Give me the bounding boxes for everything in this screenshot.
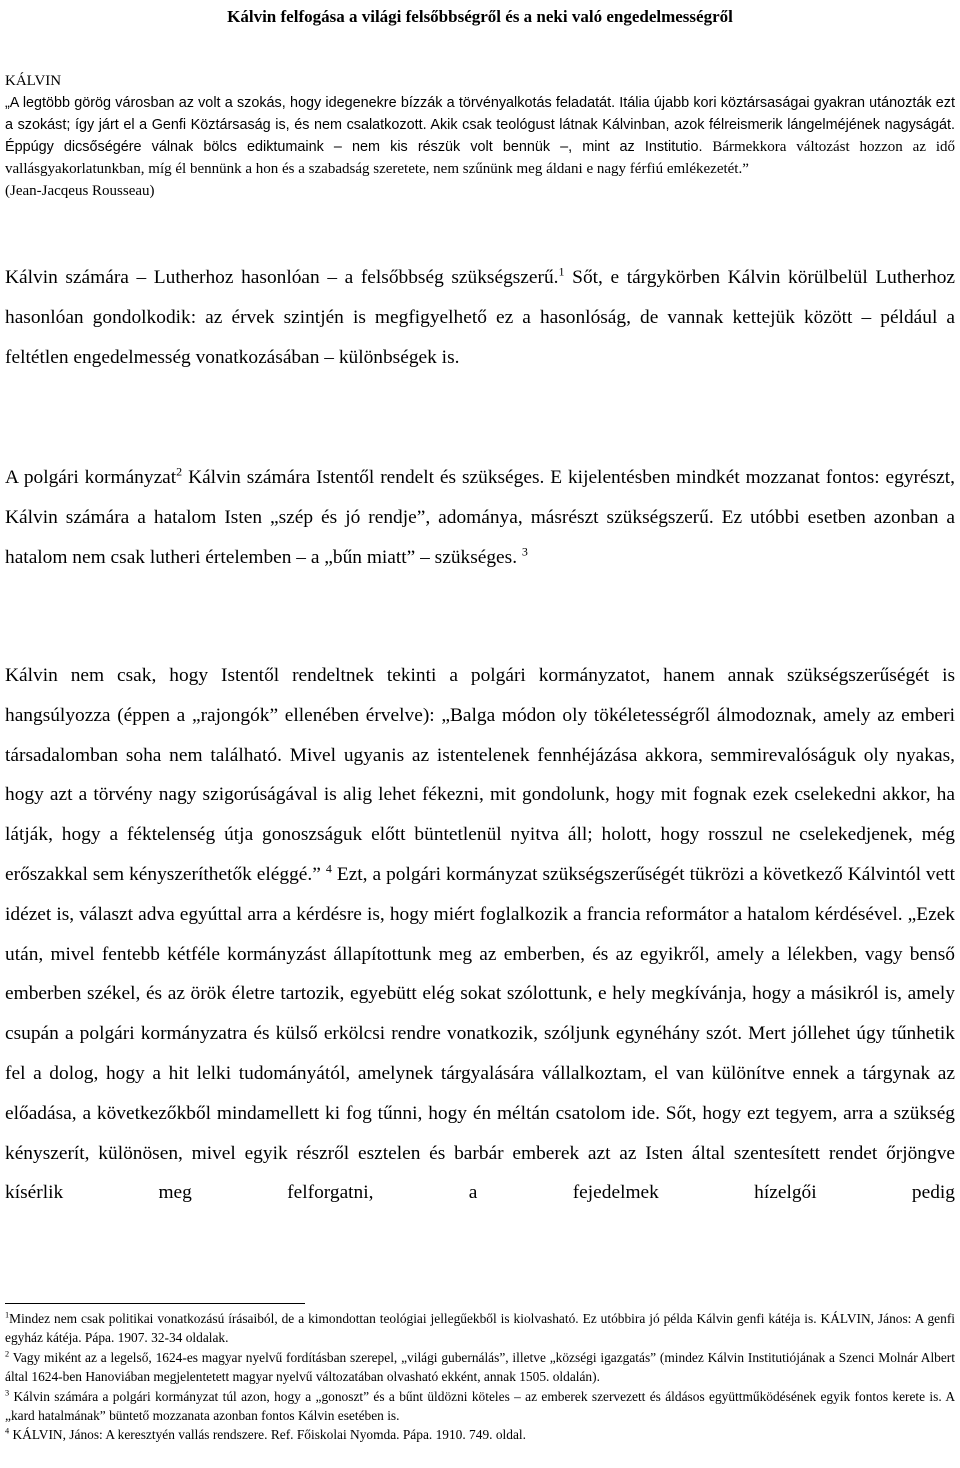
footnote-2 [5, 1348, 955, 1387]
paragraph-text: Sőt, e tárgykörben Kálvin körülbelül Lutherhoz hasonlóan gondolkodik: az érvek szintjén is megfigyelhető ez a hasonlóság, de vannak kettejük között – például a feltétlen engedelmesség vonatkozásában – különbségek is. [5, 267, 956, 368]
paragraph-text: Kálvin nem csak, hogy Istentől rendeltnek tekinti a polgári kormányzatot, hanem annak szükségszerűségét is hangsúlyozza (éppen a „rajongók” ellenében érvelve): „Balga módon oly tökéletességről álmodoznak, amely az emberi társadalomban soha nem található. Mivel ugyanis az istentelenek fennhéjázása akkora, semmirevalóságuk oly nyakas, hogy azt a törvény nagy szigorúságával is alig lehet fékezni, mit gondolunk, hogy mit fognak ezek cselekedni akkor, ha látják, hogy a féktelenség útja gonoszságuk előtt büntetlenül nyitva áll; holott, hogy rosszul ne cselekedjenek, még erőszakkal sem kényszeríthetők eléggé.” [5, 665, 955, 885]
footnote-number: 2 [5, 1349, 10, 1359]
footnote-text: Mindez nem csak politikai vonatkozású írásaiból, de a kimondottan teológiai jellegűekből is kiolvasható. Ez utóbbira jó példa Kálvin genfi kátéja is. KÁLVIN, János: A genfi egyház kátéja. Pápa. 1907. 32-34 oldalak. [5, 1311, 955, 1346]
footnote-reference: 3 [521, 544, 528, 559]
footnote-number: 3 [5, 1388, 10, 1398]
footnote-text: KÁLVIN, János: A keresztyén vallás rendszere. Ref. Főiskolai Nyomda. Pápa. 1910. 749. oldal. [9, 1427, 526, 1443]
motto-attribution: (Jean-Jacqeus Rousseau) [5, 183, 155, 199]
footnote-1 [5, 1309, 955, 1348]
footnote-reference: 4 [325, 861, 332, 876]
document-title: Kálvin felfogása a világi felsőbbségről és a neki való engedelmességről [227, 7, 733, 26]
footnote-number: 4 [5, 1426, 10, 1436]
paragraph-text: Kálvin számára Istentől rendelt és szükséges. E kijelentésben mindkét mozzanat fontos: egyrészt, Kálvin számára a hatalom Isten „szép és jó rendje”, adománya, másrészt szükségszerű. Ez utóbbi esetben azonban a hatalom nem csak lutheri értelemben – a „bűn miatt” – szükséges. [5, 467, 955, 568]
motto-text-first: „A legtöbb görög városban az volt a szokás, hogy idegenekre bízzák a törvényalkotás feladatát. Itália újabb kori köztársaságai gyakran utánozták ezt a szokást; így járt el a Genfi Köztársaság is, és nem csalatkozott. Akik csak teológust látnak Kálvinban, azok félreismerik lángelméjének nagyságát. Éppúgy dicsőségére válnak bölcs ediktumaink – nem kis részük volt bennük –, mint az Institutio. [5, 95, 955, 155]
footnote-reference: 2 [176, 464, 183, 479]
motto-text [5, 92, 955, 180]
paragraph-text: A polgári kormányzat [5, 467, 177, 488]
footnote-separator [5, 1303, 305, 1304]
body-paragraph-2 [5, 458, 955, 577]
footnote-text: Kálvin számára a polgári kormányzat túl azon, hogy a „gonoszt” és a bűnt üldözni köteles – az emberek szervezett és áldásos együttműködésének egyik fontos kerete is. A „kard hatalmának” büntető mozzanata azonban fontos Kálvin esetében is. [5, 1388, 955, 1424]
footnote-4 [5, 1425, 955, 1444]
paragraph-text: Kálvin számára – Lutherhoz hasonlóan – a felsőbbség szükségszerű. [5, 267, 559, 288]
paragraph-text: Ezt, a polgári kormányzat szükségszerűségét tükrözi a következő Kálvintól vett idézet is, választ adva egyúttal arra a kérdésre is, hogy miért foglalkozik a francia reformátor a hatalom kérdésével. „Ezek után, mivel fentebb kétféle kormányzást állapítottunk meg az emberben, és az egyikről, amely a lélekben, vagy benső emberben székel, és az örök életre tartozik, egyebütt elég sokat szólottunk, e hely megkívánja, hogy a másikról is, amely csupán a polgári kormányzatra és külső erkölcsi rendre vonatkozik, szóljunk egynéhány szót. Mert jóllehet úgy tűnhetik fel a dolog, hogy a hit lelki tudományától, amelynek tárgyalására vállalkoztam, el van különítve ennek a tárgynak az előadása, a következőkből mindamellett ki fog tűnni, hogy én méltán csatolom ide. Sőt, hogy ezt tegyem, arra a szükség kényszerít, különösen, mivel egyik részről esztelen és barbár emberek azt az Isten által szentesített rendet őrjöngve kísérlik meg felforgatni, a fejedelmek hízelgői pedig [5, 863, 956, 1204]
motto-text-second: Bármekkora változást hozzon az idő vallásgyakorlatunkban, míg él bennünk a hon és a szabadság szeretete, nem szűnünk meg áldani e nagy férfiú emlékezetét.” [5, 139, 955, 177]
footnote-text: Vagy miként az a legelső, 1624-es magyar nyelvű fordításban szerepel, „világi gubernálás”, illetve „községi igazgatás” (mindez Kálvin Institutiójának a Szenci Molnár Albert által 1624-ben Hanoviában megjelentetett magyar nyelvű változatában olvasható ekként, annak 1505. oldalán). [5, 1349, 955, 1385]
motto-label: KÁLVIN [5, 73, 62, 89]
motto-quote [5, 70, 955, 202]
footnote-3 [5, 1387, 955, 1426]
footnote-reference: 1 [558, 264, 565, 279]
footnotes [5, 1309, 955, 1445]
footnote-number: 1 [5, 1310, 10, 1320]
body-paragraph-3 [5, 656, 955, 1213]
body-paragraph-1 [5, 258, 955, 377]
